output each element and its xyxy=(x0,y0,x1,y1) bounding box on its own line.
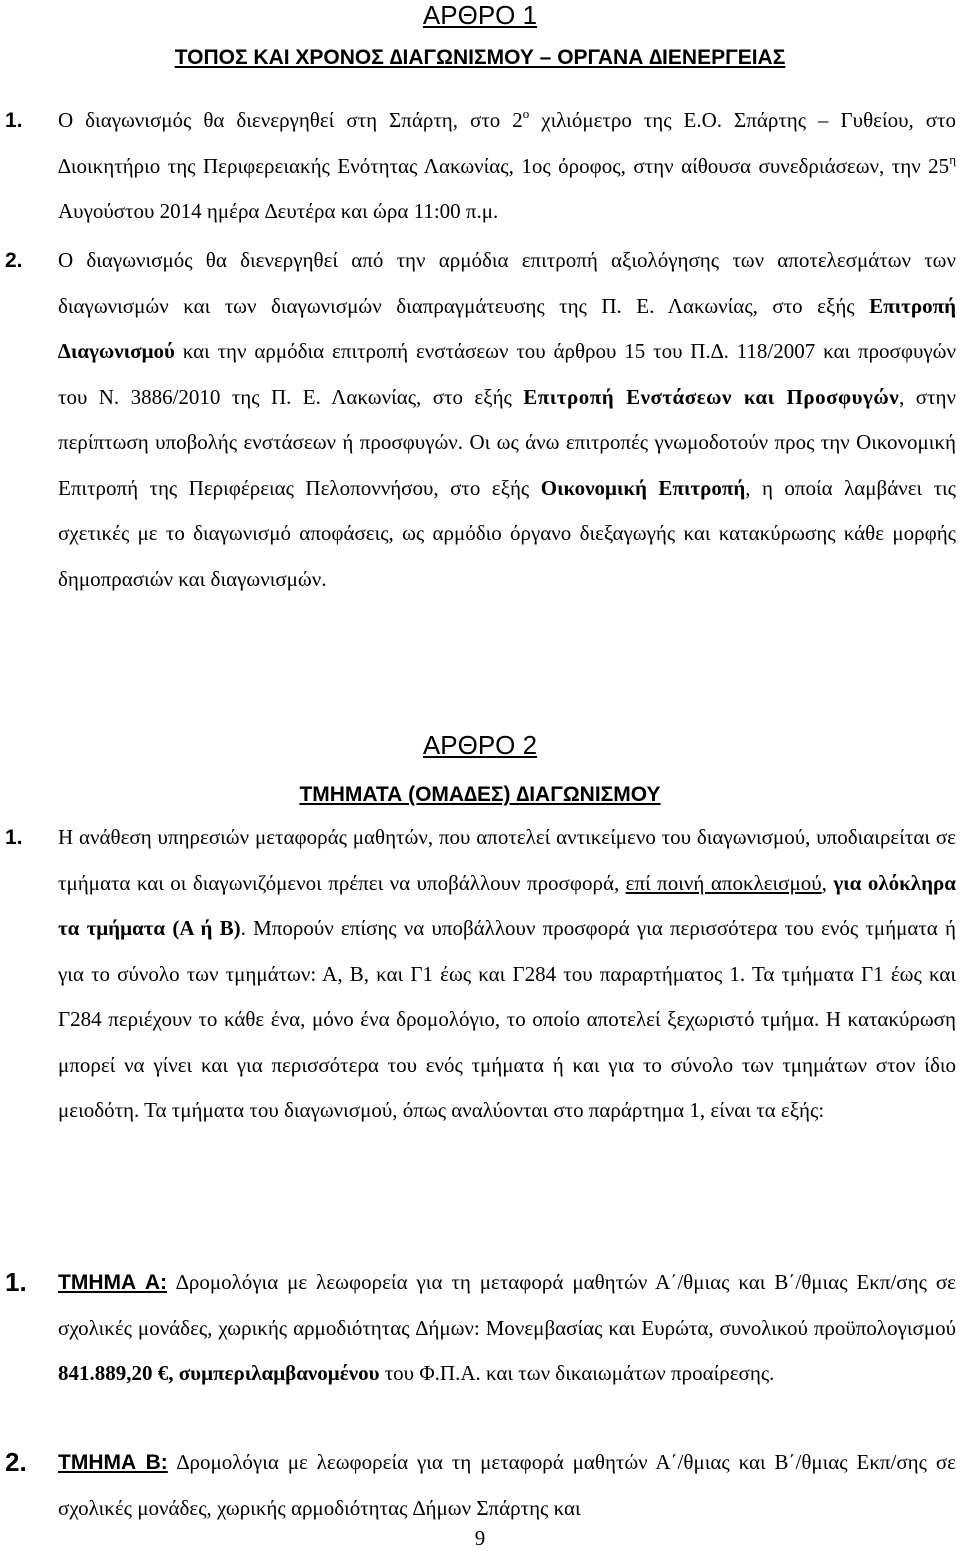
exclusion-underlined: επί ποινή αποκλεισμού xyxy=(625,870,822,895)
paragraph-text: Ο διαγωνισμός θα διενεργηθεί στη Σπάρτη, στο 2 xyxy=(58,108,523,132)
paragraph-number: 2. xyxy=(5,249,23,272)
article-1-paragraph-2 xyxy=(5,238,956,602)
article-2-subtitle: ΤΜΗΜΑΤΑ (ΟΜΑ∆ΕΣ) ∆ΙΑΓΩΝΙΣΜΟΥ xyxy=(299,783,661,806)
committee-name-bold: Οικονομική Επιτροπή xyxy=(540,475,746,500)
article-2-paragraph-1 xyxy=(5,815,957,1134)
item-number: 2. xyxy=(5,1447,27,1477)
section-b-item xyxy=(5,1440,956,1531)
item-text: ∆ρομολόγια με λεωφορεία για τη μεταφορά μαθητών Α΄/θμιας και Β΄/θμιας Εκπ/σης σε σχολικές μονάδες, χωρικής αρμοδιότητας ∆ήμων Σπάρτης και xyxy=(58,1450,956,1520)
article-1-title: ΑΡΘΡΟ 1 xyxy=(422,0,538,30)
paragraph-text: , xyxy=(821,870,834,895)
paragraph-text: Ο διαγωνισμός θα διενεργηθεί από την αρμόδια επιτροπή αξιολόγησης των αποτελεσμάτων των διαγωνισμών και των διαγωνισμών διαπραγμάτευσης της Π. Ε. Λακωνίας, στο εξής xyxy=(58,248,956,318)
budget-amount-tail: συμπεριλαμβανομένου xyxy=(178,1361,380,1385)
item-text: του Φ.Π.Α. και των δικαιωμάτων προαίρεσης. xyxy=(379,1361,775,1385)
paragraph-text: , στην περίπτωση υποβολής ενστάσεων ή προσφυγών. Οι ως άνω επιτροπές γνωμοδοτούν προς την Οικονομική Επιτροπή της Περιφέρειας Πελοποννήσου, στο εξής xyxy=(58,384,956,500)
article-2-title: ΑΡΘΡΟ 2 xyxy=(422,730,538,760)
ordinal-superscript: ο xyxy=(522,106,530,121)
paragraph-text: , η οποία λαμβάνει τις σχετικές με το διαγωνισμό αποφάσεις, ως αρμόδιο όργανο διεξαγωγής και κατακύρωσης κάθε μορφής δημοπρασιών και διαγωνισμών. xyxy=(58,475,956,591)
committee-name-bold: Επιτροπή Ενστάσεων και Προσφυγών xyxy=(523,384,900,409)
paragraph-text: Η ανάθεση υπηρεσιών μεταφοράς μαθητών, που αποτελεί αντικείμενο του διαγωνισμού, υποδιαιρείται σε τμήματα και οι διαγωνιζόμενοι πρέπει να υποβάλλουν προσφορά, xyxy=(58,825,956,895)
paragraph-text: Αυγούστου 2014 ημέρα ∆ευτέρα και ώρα 11:00 π.μ. xyxy=(58,199,499,223)
page-number: 9 xyxy=(474,1526,486,1550)
committee-name-bold: Επιτροπή ∆ιαγωνισμού xyxy=(58,293,956,363)
paragraph-number: 1. xyxy=(5,826,23,849)
ordinal-superscript: η xyxy=(949,151,956,167)
section-a-label: ΤΜΗΜΑ Α: xyxy=(58,1271,168,1294)
section-b-label: ΤΜΗΜΑ Β: xyxy=(58,1451,168,1474)
paragraph-number: 1. xyxy=(5,109,23,132)
paragraph-text: χιλιόμετρο της Ε.Ο. Σπάρτης – Γυθείου, στο ∆ιοικητήριο της Περιφερειακής Ενότητας Λακωνίας, 1ος όροφος, στην αίθουσα συνεδριάσεων, την 25 xyxy=(58,108,956,178)
item-text: ∆ρομολόγια με λεωφορεία για τη μεταφορά μαθητών Α΄/θμιας και Β΄/θμιας Εκπ/σης σε σχολικές μονάδες, χωρικής αρμοδιότητας ∆ήμων: Μονεμβασίας και Ευρώτα, συνολικού προϋπολογισμού xyxy=(58,1270,956,1340)
budget-amount: 841.889,20 €, xyxy=(58,1361,179,1385)
article-1-paragraph-1 xyxy=(5,98,956,235)
paragraph-text: . Μπορούν επίσης να υποβάλλουν προσφορά για περισσότερα του ενός τμήματα ή για το σύνολο των τμημάτων: Α, Β, και Γ1 έως και Γ284 του παραρτήματος 1. Τα τμήματα Γ1 έως και Γ284 περιέχουν το κάθε ένα, μόνο ένα δρομολόγιο, το οποίο αποτελεί ξεχωριστό τμήμα. Η κατακύρωση μπορεί να γίνει και για περισσότερα του ενός τμήματα ή και για το σύνολο των τμημάτων στον ίδιο μειοδότη. Τα τμήματα του διαγωνισμού, όπως αναλύονται στο παράρτημα 1, είναι τα εξής: xyxy=(58,916,956,1122)
whole-sections-bold: για ολόκληρα τα τμήματα (Α ή Β) xyxy=(58,870,957,940)
article-1-subtitle: ΤΟΠΟΣ ΚΑΙ ΧΡΟΝΟΣ ∆ΙΑΓΩΝΙΣΜΟΥ – ΟΡΓΑΝΑ ∆ΙΕΝΕΡΓΕΙΑΣ xyxy=(174,46,786,69)
paragraph-text: και την αρμόδια επιτροπή ενστάσεων του άρθρου 15 του Π.∆. 118/2007 και προσφυγών του Ν. 3886/2010 της Π. Ε. Λακωνίας, στο εξής xyxy=(58,339,956,409)
section-a-item xyxy=(5,1260,956,1397)
item-number: 1. xyxy=(5,1267,27,1297)
